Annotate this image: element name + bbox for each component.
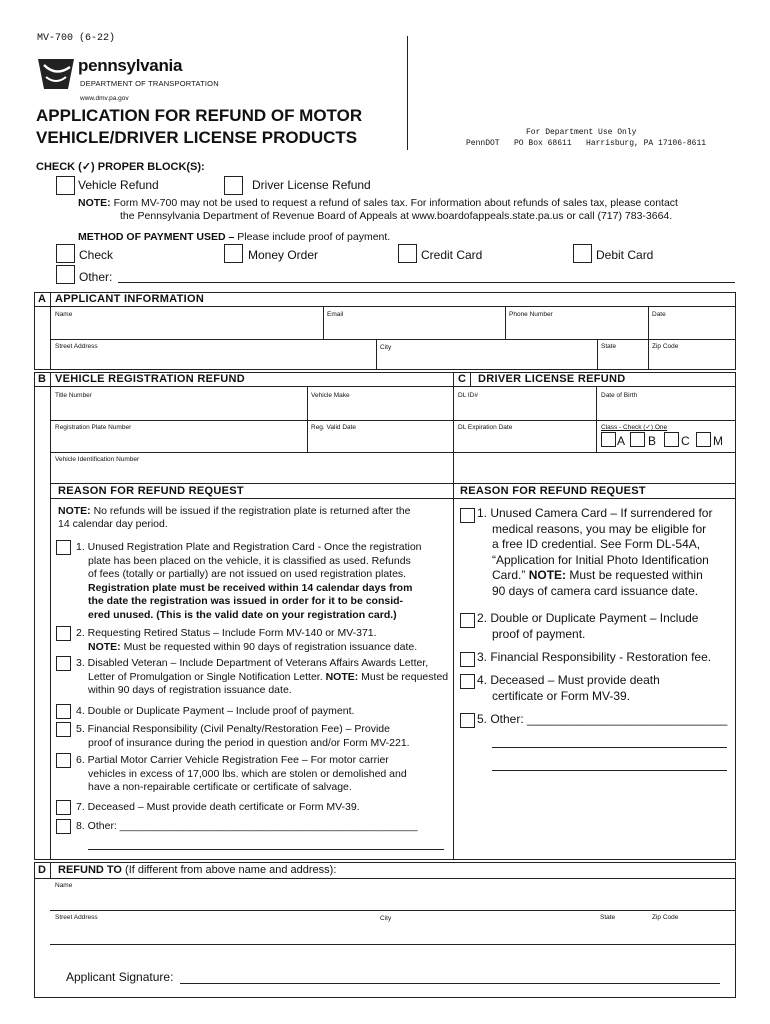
b-reason-3-line1: 3. Disabled Veteran – Include Department of Veterans Affairs Awards Letter, — [76, 657, 429, 669]
b-reason-1-bold2: the date the registration was issued in order for it to be consid- — [88, 595, 404, 607]
form-title-line1: APPLICATION FOR REFUND OF MOTOR — [36, 106, 363, 125]
refund-to-street-field[interactable]: Street Address — [55, 914, 98, 921]
b-reason-1-checkbox[interactable] — [56, 540, 71, 555]
section-d-letter: D — [38, 864, 46, 876]
c-reason-1-text — [477, 506, 733, 599]
dl-id-field[interactable]: DL ID# — [458, 392, 478, 399]
b-reason-3-line2a: Letter of Promulgation or Single Notification Letter. — [88, 670, 326, 683]
c-reason-1-line6: 90 days of camera card issuance date. — [492, 583, 699, 598]
agency-dept: DEPARTMENT OF TRANSPORTATION — [80, 79, 219, 88]
b-reason-2-checkbox[interactable] — [56, 626, 71, 641]
b-reason-5-checkbox[interactable] — [56, 722, 71, 737]
b-reason-heading: REASON FOR REFUND REQUEST — [58, 485, 244, 497]
vin-field[interactable]: Vehicle Identification Number — [55, 456, 140, 463]
b-note-text2: 14 calendar day period. — [58, 518, 168, 530]
class-label: Class - Check (✓) One — [601, 424, 668, 431]
agency-name: pennsylvania — [78, 56, 183, 75]
payment-check-checkbox[interactable] — [56, 244, 75, 263]
b-reason-6-line2: vehicles in excess of 17,000 lbs. which are stolen or demolished and — [88, 767, 407, 780]
plate-number-field[interactable]: Registration Plate Number — [55, 424, 132, 431]
payment-check-label: Check — [79, 248, 114, 262]
section-d-subtitle: (If different from above name and address): — [121, 864, 337, 876]
payment-other-checkbox[interactable] — [56, 265, 75, 284]
c-reason-2-text — [477, 611, 698, 642]
vehicle-make-field[interactable]: Vehicle Make — [311, 392, 350, 399]
b-reason-4-checkbox[interactable] — [56, 704, 71, 719]
section-a-title: APPLICANT INFORMATION — [55, 293, 205, 305]
b-reason-1-text — [76, 541, 448, 622]
b-refund-note — [58, 505, 411, 519]
payment-heading-row — [78, 231, 390, 243]
c-reason-5-line3[interactable] — [492, 770, 727, 771]
reg-valid-date-field[interactable]: Reg. Valid Date — [311, 424, 357, 431]
class-b-checkbox[interactable] — [630, 432, 645, 447]
applicant-street-field[interactable]: Street Address — [55, 343, 98, 350]
refund-to-zip-field[interactable]: Zip Code — [652, 914, 679, 921]
b-reason-6-checkbox[interactable] — [56, 753, 71, 768]
dob-field[interactable]: Date of Birth — [601, 392, 638, 399]
b-reason-8-line2[interactable] — [88, 849, 444, 850]
section-d-title: REFUND TO — [58, 864, 122, 876]
applicant-zip-field[interactable]: Zip Code — [652, 343, 679, 350]
c-reason-2-line1: 2. Double or Duplicate Payment – Include — [477, 611, 699, 625]
class-c-checkbox[interactable] — [664, 432, 679, 447]
b-reason-1-bold1: Registration plate must be received within 14 calendar days from — [88, 581, 413, 594]
applicant-phone-field[interactable]: Phone Number — [509, 311, 553, 318]
b-reason-1-line3: of fees (totally or partially) are not issued on used registration plates. — [88, 568, 407, 580]
class-m-checkbox[interactable] — [696, 432, 711, 447]
b-reason-2-note: Must be requested within 90 days of registration issuance date. — [120, 640, 418, 653]
b-reason-3-line2b: Must be requested — [358, 670, 449, 683]
b-note-text1: No refunds will be issued if the registration plate is returned after the — [90, 505, 411, 517]
c-reason-4-line1: 4. Deceased – Must provide death — [477, 673, 660, 687]
section-d-heading — [58, 864, 336, 876]
payment-debit-card-checkbox[interactable] — [573, 244, 592, 263]
c-reason-1-line3: a free ID credential. See Form DL-54A, — [492, 537, 701, 551]
class-a-label: A — [617, 434, 626, 448]
refund-to-name-field[interactable]: Name — [55, 882, 73, 889]
class-m-label: M — [713, 434, 723, 448]
b-reason-6-line1: 6. Partial Motor Carrier Vehicle Registration Fee – For motor carrier — [76, 754, 389, 766]
refund-to-city-field[interactable]: City — [380, 915, 392, 922]
section-c-letter: C — [458, 373, 466, 385]
b-reason-3-note-label: NOTE: — [325, 670, 359, 683]
c-reason-5-line2[interactable] — [492, 747, 727, 748]
b-reason-6-text — [76, 754, 407, 795]
b-reason-3-line2 — [76, 671, 448, 685]
signature-line[interactable] — [180, 983, 720, 984]
c-reason-1-line4: “Application for Initial Photo Identification — [492, 552, 709, 567]
b-reason-1-line1: 1. Unused Registration Plate and Registration Card - Once the registration — [76, 541, 422, 553]
payment-other-label: Other: — [79, 270, 113, 284]
b-reason-3-checkbox[interactable] — [56, 656, 71, 671]
b-reason-8-checkbox[interactable] — [56, 819, 71, 834]
c-reason-3-text: 3. Financial Responsibility - Restoration fee. — [477, 650, 712, 664]
class-c-label: C — [681, 434, 690, 448]
dl-exp-field[interactable]: DL Expiration Date — [458, 424, 513, 431]
payment-other-line[interactable] — [118, 282, 735, 283]
c-reason-1-line1: 1. Unused Camera Card – If surrendered for — [477, 506, 713, 520]
note-line1: Form MV-700 may not be used to request a refund of sales tax. For information about refunds of sales tax, please contact — [113, 197, 678, 209]
class-b-label: B — [648, 434, 657, 448]
agency-url: www.dmv.pa.gov — [80, 95, 129, 102]
b-reason-7-text: 7. Deceased – Must provide death certificate or Form MV-39. — [76, 801, 360, 813]
dl-refund-label: Driver License Refund — [252, 178, 371, 192]
payment-instruction: Please include proof of payment. — [234, 231, 391, 243]
dept-use-line1: For Department Use Only — [526, 128, 637, 137]
sales-tax-note — [78, 196, 678, 210]
section-b-letter: B — [38, 373, 46, 385]
title-number-field[interactable]: Title Number — [55, 392, 92, 399]
b-reason-3-line3: within 90 days of registration issuance date. — [88, 684, 292, 696]
b-note-label: NOTE: — [58, 505, 91, 517]
b-reason-1-bold3: ered unused. (This is the valid date on your registration card.) — [88, 608, 397, 621]
applicant-date-field[interactable]: Date — [652, 311, 666, 318]
c-reason-4-line2: certificate or Form MV-39. — [492, 688, 631, 703]
refund-to-state-field[interactable]: State — [600, 914, 616, 921]
header-divider — [407, 36, 408, 150]
c-reason-1-line5a: Card.” — [492, 568, 529, 582]
c-reason-3-checkbox[interactable] — [460, 652, 475, 667]
check-block-heading: CHECK (✓) PROPER BLOCK(S): — [36, 161, 205, 173]
b-reason-5-line2: proof of insurance during the period in question and/or Form MV-221. — [88, 736, 410, 749]
applicant-city-field[interactable]: City — [380, 344, 392, 351]
b-reason-6-line3: have a non-repairable certificate or certificate of salvage. — [88, 781, 352, 793]
applicant-state-field[interactable]: State — [601, 343, 617, 350]
c-reason-5-text: 5. Other: ______________________________ — [477, 712, 728, 726]
b-reason-1-line2: plate has been placed on the vehicle, it is classified as used. Refunds — [88, 554, 411, 567]
vehicle-refund-label: Vehicle Refund — [78, 178, 159, 192]
payment-heading: METHOD OF PAYMENT USED – — [78, 231, 235, 243]
b-reason-7-checkbox[interactable] — [56, 800, 71, 815]
c-reason-5-checkbox[interactable] — [460, 713, 475, 728]
b-reason-2-text — [76, 627, 417, 654]
b-reason-4-text: 4. Double or Duplicate Payment – Include proof of payment. — [76, 705, 355, 717]
c-reason-2-checkbox[interactable] — [460, 613, 475, 628]
payment-credit-card-checkbox[interactable] — [398, 244, 417, 263]
dl-refund-checkbox[interactable] — [224, 176, 243, 195]
applicant-name-field[interactable]: Name — [55, 311, 73, 318]
c-reason-1-line5 — [477, 568, 733, 584]
c-reason-1-note-label: NOTE: — [528, 568, 567, 582]
c-reason-1-line5b: Must be requested within — [566, 568, 703, 582]
payment-money-order-checkbox[interactable] — [224, 244, 243, 263]
b-reason-2-line2 — [76, 641, 417, 655]
form-title-line2: VEHICLE/DRIVER LICENSE PRODUCTS — [36, 128, 358, 147]
class-a-checkbox[interactable] — [601, 432, 616, 447]
vehicle-refund-checkbox[interactable] — [56, 176, 75, 195]
form-number: MV-700 (6-22) — [37, 33, 116, 44]
b-reason-5-text — [76, 723, 410, 750]
payment-credit-card-label: Credit Card — [421, 248, 483, 262]
c-reason-4-text — [477, 673, 660, 704]
c-reason-2-line2: proof of payment. — [492, 626, 586, 641]
c-reason-1-checkbox[interactable] — [460, 508, 475, 523]
keystone-logo — [36, 55, 76, 98]
b-reason-5-line1: 5. Financial Responsibility (Civil Penalty/Restoration Fee) – Provide — [76, 723, 390, 735]
section-c-title: DRIVER LICENSE REFUND — [478, 373, 626, 385]
section-b-title: VEHICLE REGISTRATION REFUND — [55, 373, 246, 385]
applicant-email-field[interactable]: Email — [327, 311, 344, 318]
b-reason-8-text: 8. Other: ___________________________________________________ — [76, 820, 418, 832]
payment-debit-card-label: Debit Card — [596, 248, 654, 262]
section-a-letter: A — [38, 293, 46, 305]
b-reason-2-line1: 2. Requesting Retired Status – Include Form MV-140 or MV-371. — [76, 627, 377, 639]
b-reason-3-text — [76, 657, 448, 698]
c-reason-heading: REASON FOR REFUND REQUEST — [460, 485, 646, 497]
note-label: NOTE: — [78, 197, 111, 209]
payment-money-order-label: Money Order — [248, 248, 319, 262]
note-line2: the Pennsylvania Department of Revenue Board of Appeals at www.boardofappeals.state.pa.us or call (717) 783-3664. — [120, 210, 673, 222]
c-reason-1-line2: medical reasons, you may be eligible for — [492, 521, 707, 536]
signature-label: Applicant Signature: — [66, 970, 174, 984]
c-reason-4-checkbox[interactable] — [460, 674, 475, 689]
b-reason-2-note-label: NOTE: — [88, 640, 121, 653]
dept-use-line2: PennDOT PO Box 68611 Harrisburg, PA 17106-8611 — [466, 139, 707, 148]
